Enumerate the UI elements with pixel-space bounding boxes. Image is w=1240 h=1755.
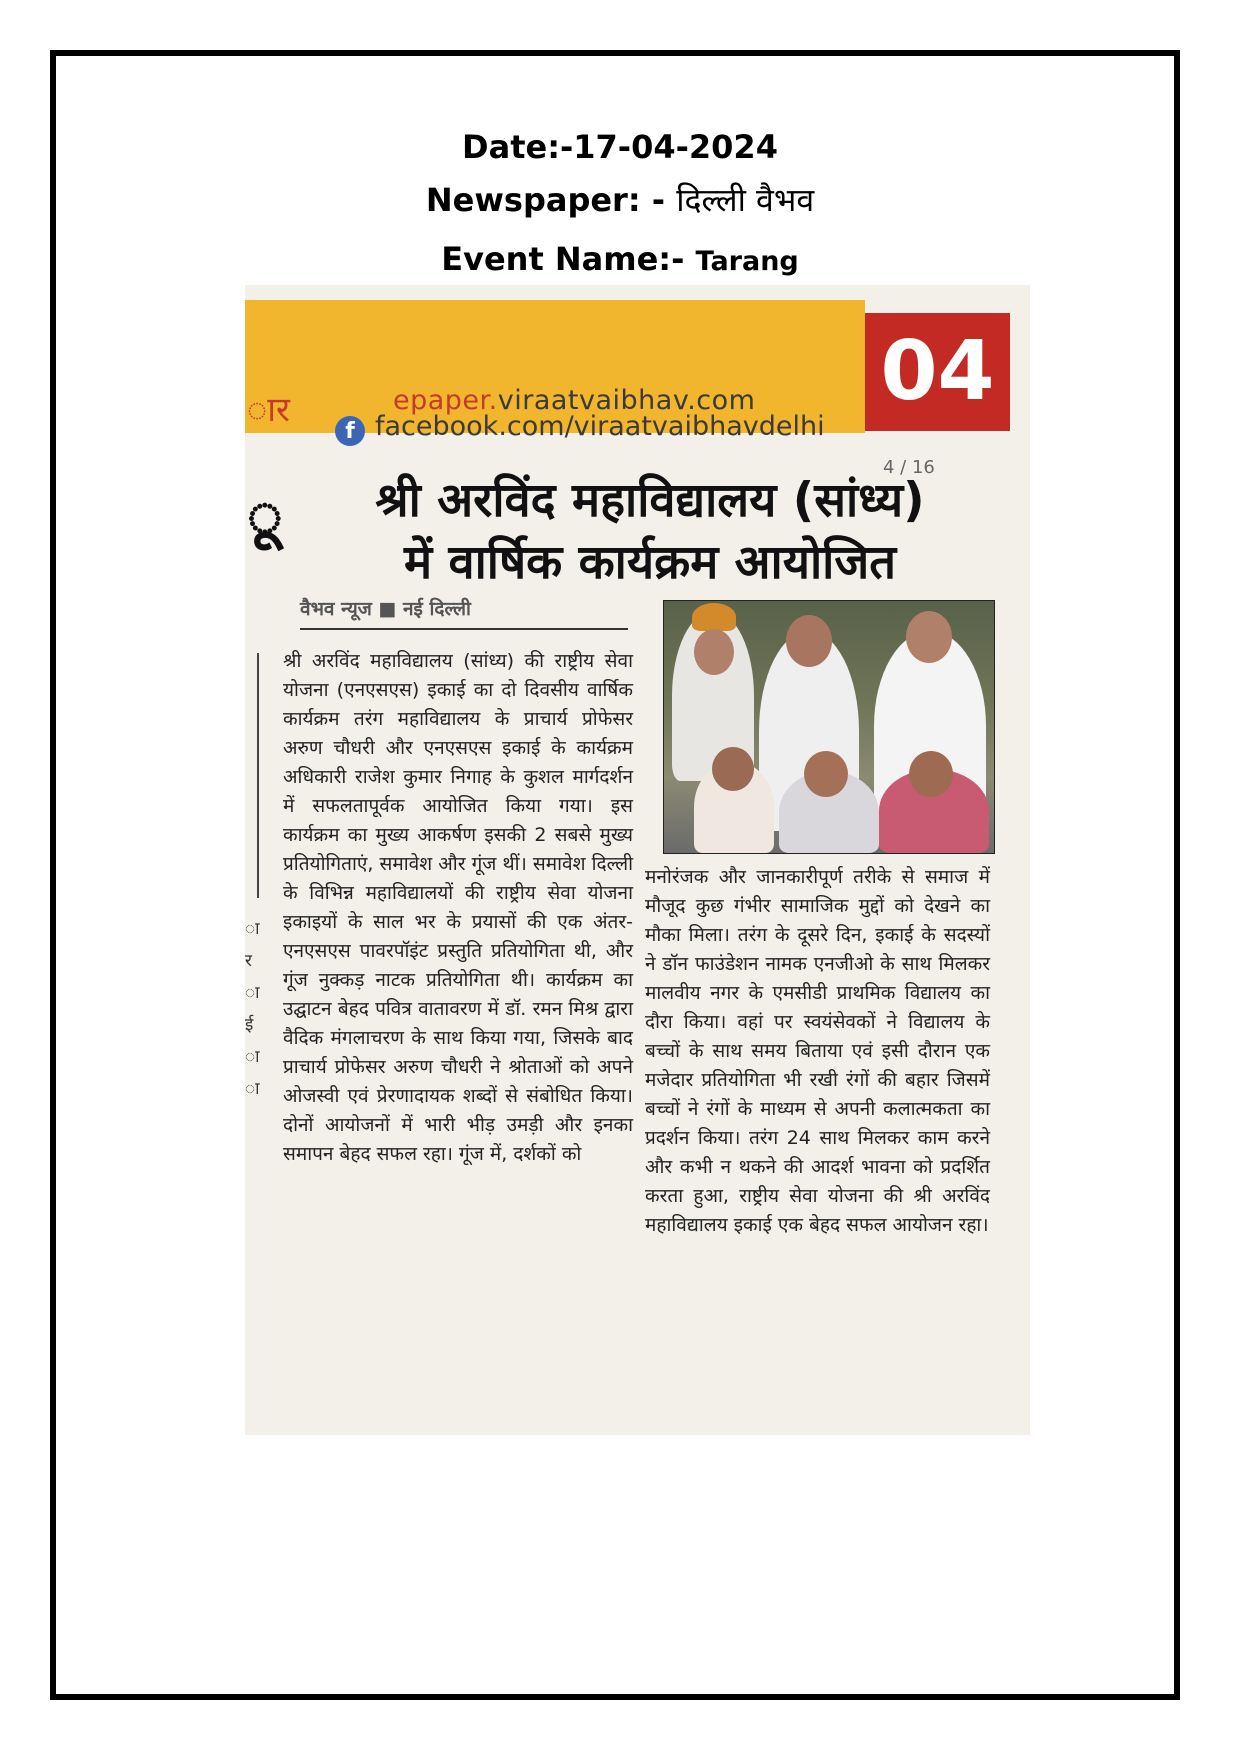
page-number-box: 04 bbox=[865, 313, 1010, 431]
newspaper-label: Newspaper: - bbox=[425, 181, 666, 219]
article-headline bbox=[300, 470, 1000, 594]
article-column-1: श्री अरविंद महाविद्यालय (सांध्य) की राष्ट्रीय सेवा योजना (एनएसएस) इकाई का दो दिवसीय वार्षिक कार्यक्रम तरंग महाविद्यालय के प्राचार्य प्रोफेसर अरुण चौधरी और एनएसएस इकाई के कार्यक्रम अधिकारी राजेश कुमार निगाह के कुशल मार्गदर्शन में सफलतापूर्वक आयोजित किया गया। इस कार्यक्रम का मुख्य आकर्षण इसकी 2 सबसे मुख्य प्रतियोगिताएं, समावेश और गूंज थीं। समावेश दिल्ली के विभिन्न महाविद्यालयों की राष्ट्रीय सेवा योजना इकाइयों के साल भर के प्रयासों की एक अंतर-एनएसएस पावरपॉइंट प्रस्तुति प्रतियोगिता थी, और गूंज नुक्कड़ नाटक प्रतियोगिता थी। कार्यक्रम का उद्घाटन बेहद पवित्र वातावरण में डॉ. रमन मिश्र द्वारा वैदिक मंगलाचरण के साथ किया गया, जिसके बाद प्राचार्य प्रोफेसर अरुण चौधरी ने श्रोताओं को अपने ओजस्वी एवं प्रेरणादायक शब्दों से संबोधित किया। दोनों आयोजनों में भारी भीड़ उमड़ी और इनका समापन बेहद सफल रहा। गूंज में, दर्शकों को bbox=[283, 650, 633, 1165]
newspaper-name: दिल्ली वैभव bbox=[676, 181, 815, 219]
event-line bbox=[0, 240, 1240, 278]
masthead-left-text: ार bbox=[247, 390, 290, 430]
event-name: Tarang bbox=[695, 246, 799, 277]
epaper-prefix: epaper. bbox=[393, 385, 498, 416]
newspaper-line bbox=[0, 178, 1240, 221]
date-line: Date:-17-04-2024 bbox=[462, 128, 778, 166]
side-mark: ू bbox=[247, 481, 283, 551]
facebook-url: facebook.com/viraatvaibhavdelhi bbox=[375, 411, 825, 442]
page-of-count: 4 / 16 bbox=[883, 457, 935, 478]
group-photo bbox=[663, 600, 995, 854]
event-label: Event Name:- bbox=[441, 240, 685, 278]
article-column-2: मनोरंजक और जानकारीपूर्ण तरीके से समाज में मौजूद कुछ गंभीर सामाजिक मुद्दों को देखने का मौका मिला। तरंग के दूसरे दिन, इकाई के सदस्यों ने डॉन फाउंडेशन नामक एनजीओ के साथ मिलकर मालवीय नगर के एमसीडी प्राथमिक विद्यालय का दौरा किया। वहां पर स्वयंसेवकों ने विद्यालय के बच्चों के साथ समय बिताया एवं इसी दौरान एक मजेदार प्रतियोगिता भी रखी रंगों की बहार जिसमें बच्चों ने रंगों के माध्यम से अपनी कलात्मकता का प्रदर्शन किया। तरंग 24 साथ मिलकर काम करने और कभी न थकने की आदर्श भावना को प्रदर्शित करता हुआ, राष्ट्रीय सेवा योजना की श्री अरविंद महाविद्यालय इकाई एक बेहद सफल आयोजन रहा। bbox=[645, 866, 990, 1236]
facebook-icon: f bbox=[335, 416, 365, 446]
headline-line-2: में वार्षिक कार्यक्रम आयोजित bbox=[404, 535, 896, 590]
byline: वैभव न्यूज ■ नई दिल्ली bbox=[300, 598, 471, 620]
left-margin-chars: ा र ा ई ा ा bbox=[245, 919, 260, 1099]
newspaper-clipping bbox=[245, 285, 1030, 1435]
cut-off-text bbox=[450, 1410, 850, 1434]
epaper-domain: viraatvaibhav.com bbox=[497, 385, 756, 416]
headline-line-1: श्री अरविंद महाविद्यालय (सांध्य) bbox=[375, 473, 925, 528]
byline-rule bbox=[300, 628, 628, 630]
column-rule bbox=[257, 653, 259, 898]
facebook-line bbox=[335, 411, 825, 446]
